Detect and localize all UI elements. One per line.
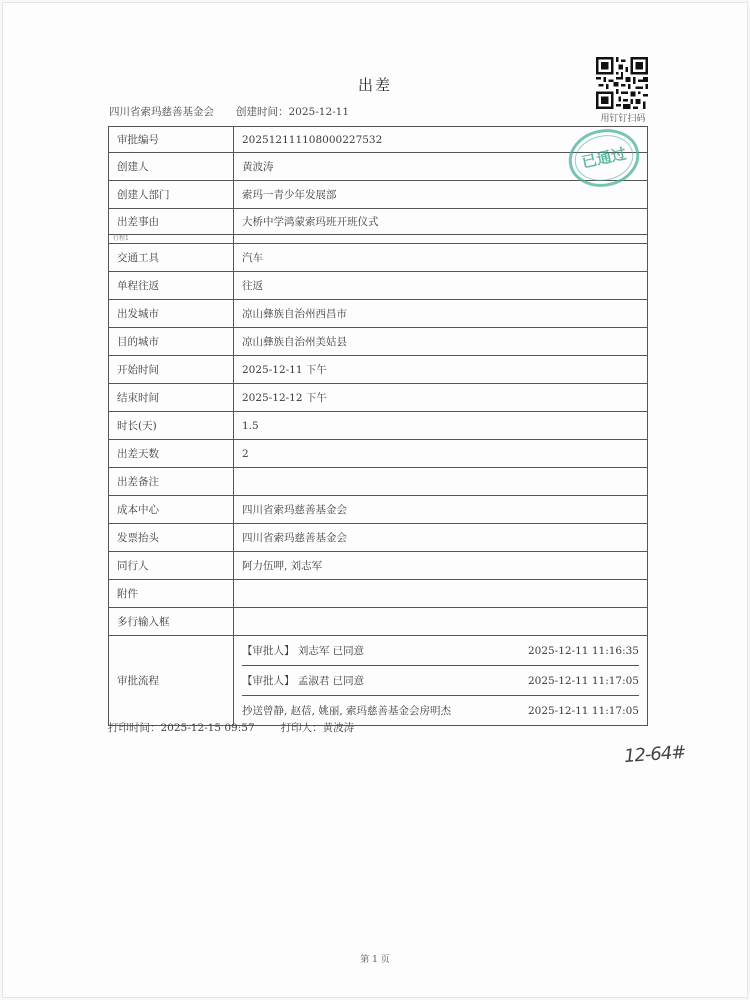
field-value: [234, 580, 648, 608]
form-row: [109, 235, 648, 244]
qr-caption: 用钉钉扫码: [600, 114, 646, 124]
form-row: [109, 580, 648, 608]
approval-step: [242, 665, 639, 695]
form-row: [109, 440, 648, 468]
field-value: 汽车: [234, 244, 648, 272]
form-row: [109, 272, 648, 300]
travel-form-table: [108, 126, 648, 726]
field-label: 审批编号: [109, 127, 234, 153]
form-row: [109, 608, 648, 636]
organization-name: 四川省索玛慈善基金会: [109, 106, 214, 118]
field-value: 四川省索玛慈善基金会: [234, 496, 648, 524]
field-label: 发票抬头: [109, 524, 234, 552]
field-label: 目的城市: [109, 328, 234, 356]
field-value: 1.5: [234, 412, 648, 440]
approval-step-text: 抄送曾静, 赵蓓, 姚丽, 索玛慈善基金会房明杰: [242, 705, 452, 717]
qr-code-icon: [596, 57, 648, 109]
field-value: 凉山彝族自治州美姑县: [234, 328, 648, 356]
document-title: 出差: [357, 76, 392, 94]
form-row: [109, 209, 648, 235]
field-value: 往返: [234, 272, 648, 300]
field-value: 大桥中学鸿蒙索玛班开班仪式: [234, 209, 648, 235]
print-time: 打印时间：2025-12-15 09:57: [108, 722, 255, 734]
form-row: [109, 552, 648, 580]
field-label: 出差天数: [109, 440, 234, 468]
approval-step-time: 2025-12-11 11:16:35: [527, 644, 639, 657]
field-label: 创建人: [109, 153, 234, 181]
approval-label: 审批流程: [109, 636, 234, 726]
field-label: 开始时间: [109, 356, 234, 384]
form-row: [109, 496, 648, 524]
field-value: 2025-12-11 下午: [234, 356, 648, 384]
field-label: 行程1: [109, 235, 234, 244]
field-value: 202512111108000227532: [234, 127, 648, 153]
approval-step-text: 【审批人】 孟淑君 已同意: [242, 675, 365, 687]
field-value: [234, 608, 648, 636]
field-value: [234, 468, 648, 496]
field-value: 阿力伍呷, 刘志军: [234, 552, 648, 580]
field-label: 创建人部门: [109, 181, 234, 209]
field-label: 出发城市: [109, 300, 234, 328]
created-time: 创建时间：2025-12-11: [236, 106, 350, 118]
field-label: 交通工具: [109, 244, 234, 272]
approval-step-time: 2025-12-11 11:17:05: [527, 704, 639, 717]
field-label: 多行输入框: [109, 608, 234, 636]
approval-flow-row: [109, 636, 648, 726]
field-label: 单程往返: [109, 272, 234, 300]
page-number: 第 1 页: [360, 955, 390, 965]
form-row: [109, 356, 648, 384]
field-value: 2025-12-12 下午: [234, 384, 648, 412]
form-row: [109, 300, 648, 328]
handwritten-note: 12-64#: [623, 741, 687, 768]
form-row: [109, 328, 648, 356]
field-value: 索玛一青少年发展部: [234, 181, 648, 209]
printer-name: 打印人：黄波涛: [280, 722, 355, 734]
field-label: 出差事由: [109, 209, 234, 235]
form-row: [109, 181, 648, 209]
approval-step: [242, 636, 639, 665]
form-row: [109, 524, 648, 552]
stamp-text: 已通过: [580, 144, 628, 172]
field-value: 四川省索玛慈善基金会: [234, 524, 648, 552]
field-label: 结束时间: [109, 384, 234, 412]
field-label: 同行人: [109, 552, 234, 580]
approval-steps: [234, 636, 648, 726]
field-label: 成本中心: [109, 496, 234, 524]
field-label: 出差备注: [109, 468, 234, 496]
field-value: [234, 235, 648, 244]
field-label: 时长(天): [109, 412, 234, 440]
approval-step-time: 2025-12-11 11:17:05: [527, 674, 639, 687]
field-value: 2: [234, 440, 648, 468]
form-row: [109, 468, 648, 496]
field-value: 凉山彝族自治州西昌市: [234, 300, 648, 328]
approval-step-text: 【审批人】 刘志军 已同意: [242, 645, 365, 657]
document-meta: [109, 104, 349, 119]
print-footer: [108, 720, 354, 735]
form-row: [109, 384, 648, 412]
field-label: 附件: [109, 580, 234, 608]
field-value: 黄波涛: [234, 153, 648, 181]
form-row: [109, 412, 648, 440]
form-row: [109, 244, 648, 272]
